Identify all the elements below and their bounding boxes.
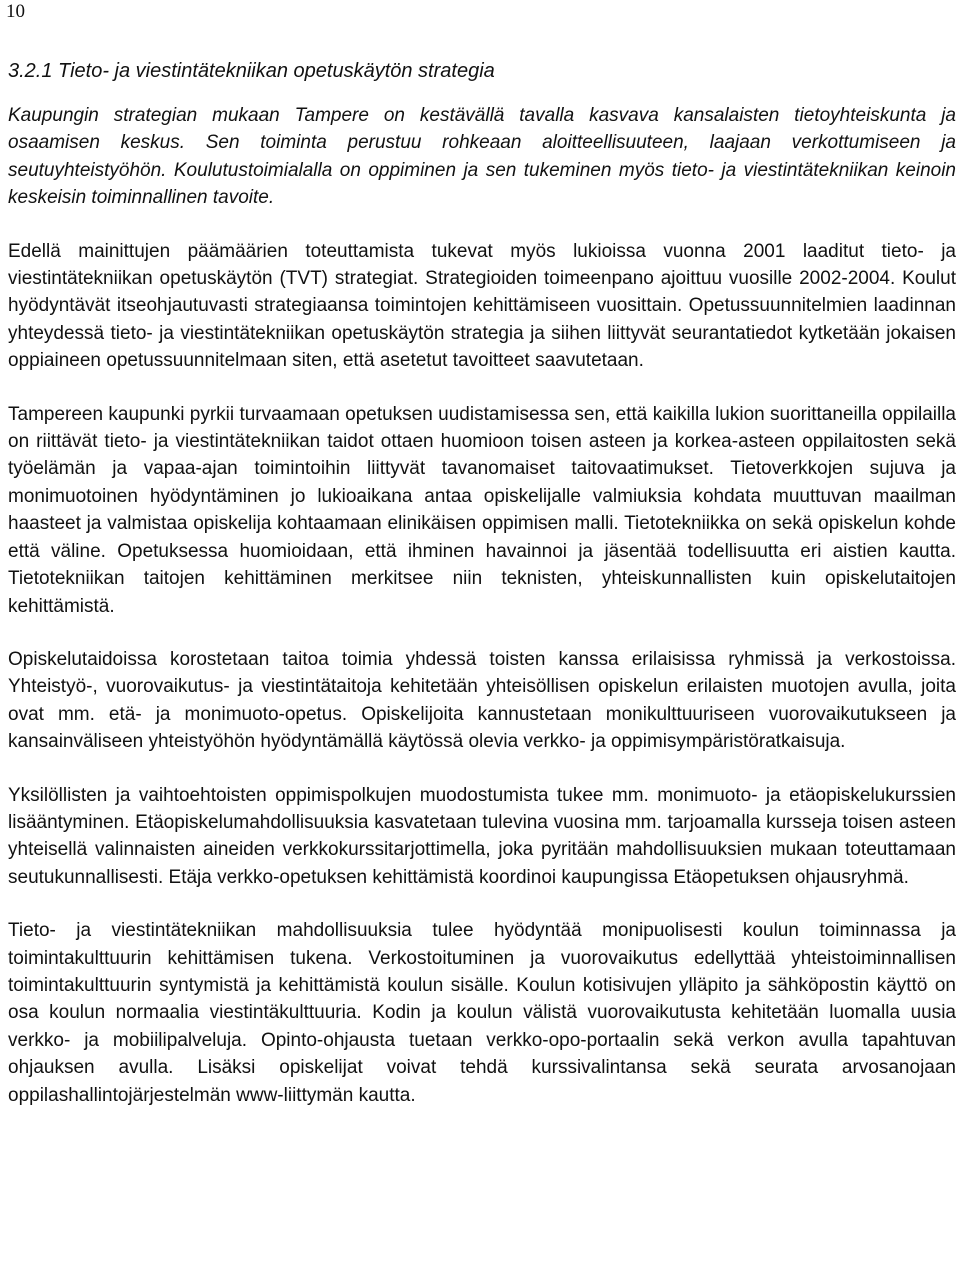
paragraph-city-goals: Tampereen kaupunki pyrkii turvaamaan opetuksen uudistamisessa sen, että kaikilla lukion suorittaneilla oppilailla on riittävät tieto- ja viestintätekniikan taidot ottaen huomioon toisen asteen ja korkea-asteen oppilaitosten sekä työelämän ja vapaa-ajan toimintoihin liittyvät tavanomaiset taitovaatimukset. Tietoverkkojen sujuva ja monimuotoinen hyödyntäminen jo lukioaikana antaa opiskelijalle valmiuksia kohdata muuttuvan maailman haasteet ja valmistaa opiskelija kohtaamaan elinikäisen oppimisen malli. Tietotekniikka on sekä opiskelun kohde että väline. Opetuksessa huomioidaan, että ihminen havainnoi ja jäsentää todellisuutta eri aistien kautta. Tietotekniikan taitojen kehittäminen merkitsee niin teknisten, yhteiskunnallisten kuin opiskelutaitojen kehittämistä. <box>8 403 956 617</box>
paragraph-tvt-strategies: Edellä mainittujen päämäärien toteuttamista tukevat myös lukioissa vuonna 2001 laaditut tieto- ja viestintätekniikan opetuskäytön (TVT) strategiat. Strategioiden toimeenpano ajoittuu vuosille 2002-2004. Koulut hyödyntävät itseohjautuvasti strategiaansa toimintojen kehittämiseen vuosittain. Opetussuunnitelmien laadinnan yhteydessä tieto- ja viestintätekniikan opetuskäytön strategia ja siihen liittyvät seurantatiedot kytketään jokaisen oppiaineen opetussuunnitelmaan siten, että asetetut tavoitteet saavutetaan. <box>8 240 956 372</box>
paragraph-study-skills: Opiskelutaidoissa korostetaan taitoa toimia yhdessä toisten kanssa erilaisissa ryhmissä ja verkostoissa. Yhteistyö-, vuorovaikutus- ja viestintätaitoja kehitetään yhteisöllisen opiskelun erilaisten muotojen avulla, joita ovat mm. etä- ja monimuoto-opetus. Opiskelijoita kannustetaan monikulttuuriseen vuorovaikutukseen ja kansainväliseen yhteistyöhön hyödyntämällä käytössä olevia verkko- ja oppimisympäristöratkaisuja. <box>8 648 956 753</box>
section-heading: 3.2.1 Tieto- ja viestintätekniikan opetuskäytön strategia <box>8 60 495 82</box>
paragraph-school-communication: Tieto- ja viestintätekniikan mahdollisuuksia tulee hyödyntää monipuolisesti koulun toiminnassa ja toimintakulttuurin kehittämisen tukena. Verkostoituminen ja vuorovaikutus edellyttää yhteistoiminnallisen toimintakulttuurin syntymistä ja kehittämistä koulun sisälle. Koulun kotisivujen ylläpito ja sähköpostin käyttö on osa koulun normaalia viestintäkulttuuria. Kodin ja koulun välistä vuorovaikutusta kehitetään luomalla uusia verkko- ja mobiilipalveluja. Opinto-ohjausta tuetaan verkko-opo-portaalin sekä verkon avulla tapahtuvan ohjauksen avulla. Lisäksi opiskelijat voivat tehdä kurssivalintansa sekä seurata arvosanojaan oppilashallintojärjestelmän www-liittymän kautta. <box>8 920 956 1106</box>
body-text <box>8 102 956 1109</box>
paragraph-distance-learning: Yksilöllisten ja vaihtoehtoisten oppimispolkujen muodostumista tukee mm. monimuoto- ja etäopiskelukurssien lisääntyminen. Etäopiskelumahdollisuuksia kasvatetaan tulevina vuosina mm. tarjoamalla kursseja toisen asteen yhteisellä valinnaisten aineiden verkkokurssitarjottimella, joka pyritään mahdollisuuksien mukaan toteuttamaan seutukunnallisesti. Etäja verkko-opetuksen kehittämistä koordinoi kaupungissa Etäopetuksen ohjausryhmä. <box>8 784 956 888</box>
page-number: 10 <box>6 1 25 22</box>
paragraph-strategy-intro: Kaupungin strategian mukaan Tampere on kestävällä tavalla kasvava kansalaisten tietoyhteiskunta ja osaamisen keskus. Sen toiminta perustuu rohkeaan aloitteellisuuteen, laajaan verkottumiseen ja seutuyhteistyöhön. Koulutustoimialalla on oppiminen ja sen tukeminen myös tieto- ja viestintätekniikan keinoin keskeisin toiminnallinen tavoite. <box>8 105 956 209</box>
